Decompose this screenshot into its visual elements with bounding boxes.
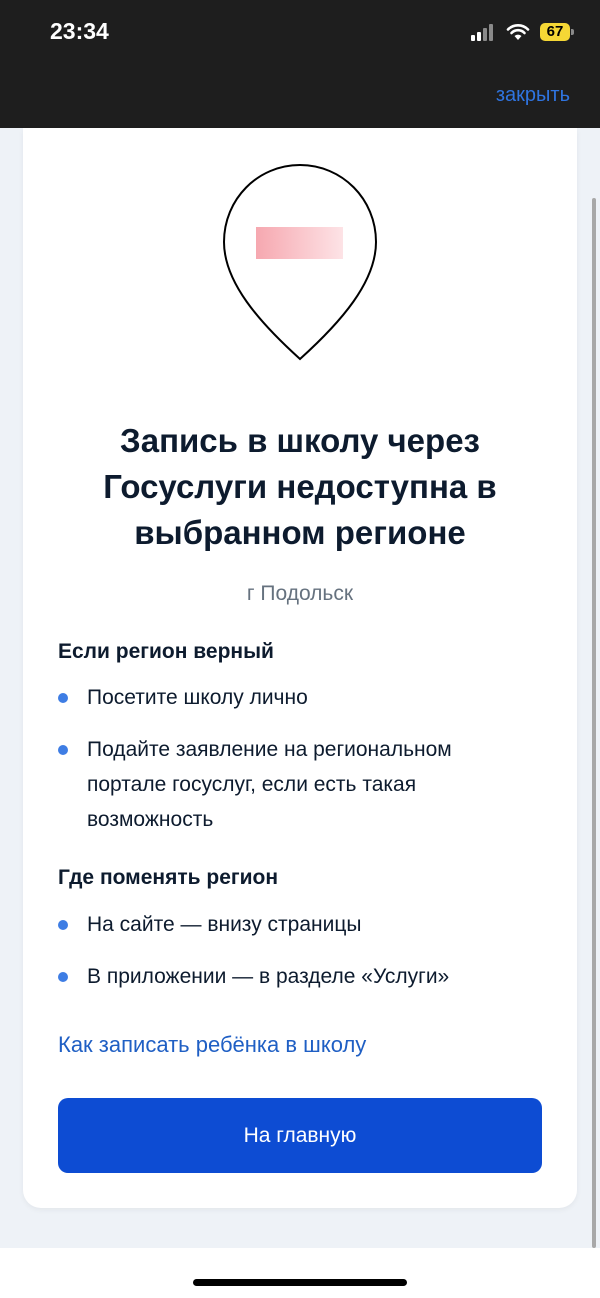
status-icons: [470, 20, 570, 44]
signal-icon: [470, 23, 496, 41]
bottom-area: [0, 1248, 600, 1298]
wifi-icon: [506, 23, 530, 41]
close-link[interactable]: закрыть: [495, 84, 570, 106]
change-region-list: [58, 907, 518, 994]
home-indicator[interactable]: [193, 1279, 407, 1286]
list-item: Подайте заявление на региональном портале госуслуг, если есть такая возможность: [58, 732, 518, 837]
region-correct-list: [58, 680, 518, 837]
top-bar: [0, 0, 600, 128]
help-link[interactable]: Как записать ребёнка в школу: [58, 1032, 367, 1057]
page-title: Запись в школу через Госуслуги недоступна в выбранном регионе: [103, 422, 497, 551]
section-heading-region-correct: Если регион верный: [58, 640, 274, 663]
list-item: На сайте — внизу страницы: [58, 907, 518, 942]
status-time: 23:34: [50, 18, 109, 44]
info-card: [23, 128, 577, 1208]
location-pin-icon: [221, 162, 379, 362]
battery-icon: 67: [540, 23, 570, 41]
list-item: Посетите школу лично: [58, 680, 518, 715]
scrollbar[interactable]: [592, 198, 596, 1248]
list-item: В приложении — в разделе «Услуги»: [58, 959, 518, 994]
region-name: г Подольск: [246, 582, 354, 605]
home-button[interactable]: На главную: [58, 1098, 542, 1173]
section-heading-change-region: Где поменять регион: [58, 866, 279, 889]
